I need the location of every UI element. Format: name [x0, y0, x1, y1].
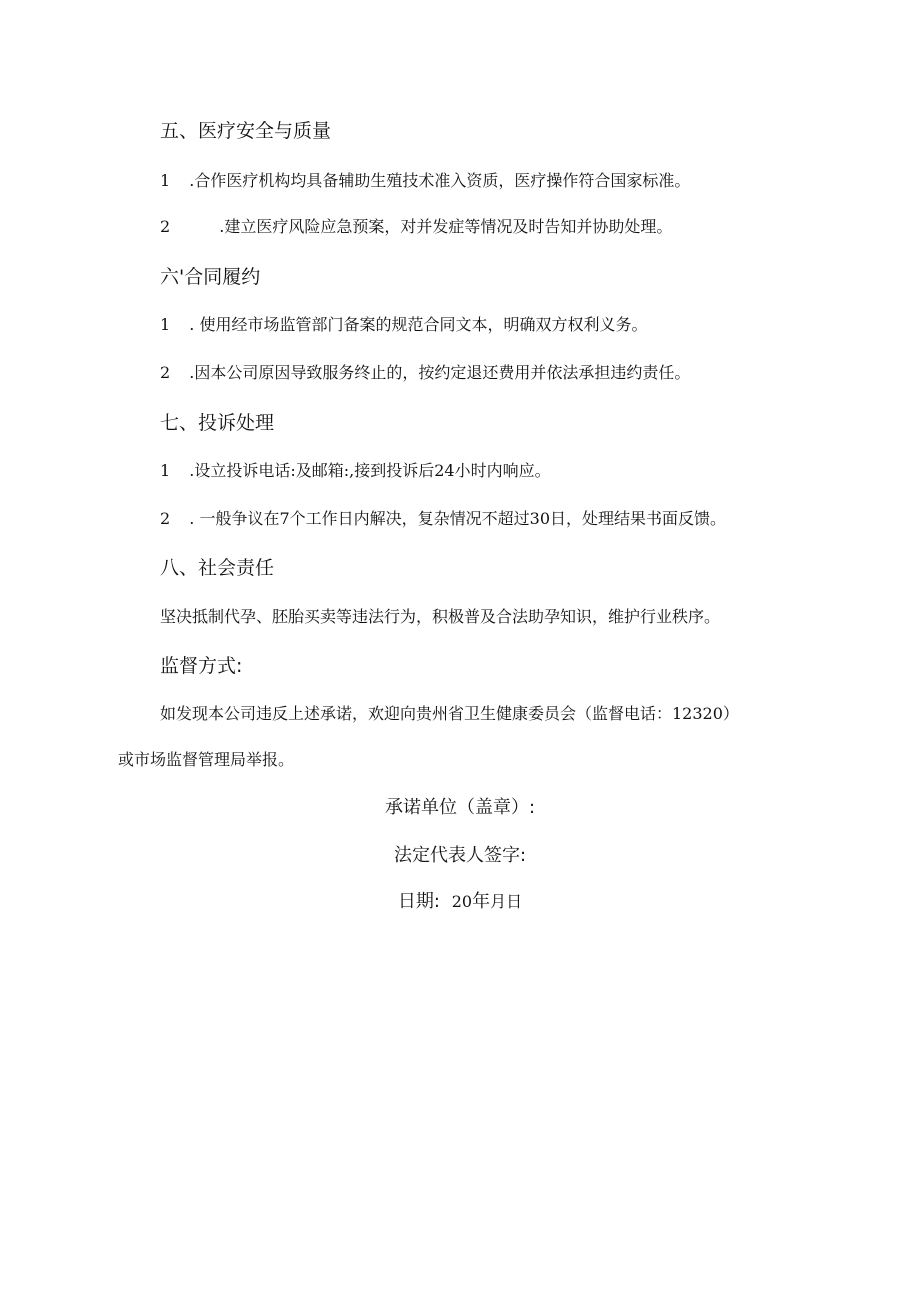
date-label: 日期:: [397, 891, 440, 912]
list-item: [160, 314, 647, 336]
date-year: 20: [451, 892, 473, 911]
section-heading-complaints: 七、投诉处理: [160, 412, 275, 434]
item-text: . 使用经市场监管部门备案的规范合同文本，明确双方权利义务。: [189, 315, 648, 334]
supervision-text-line1: 如发现本公司违反上述承诺，欢迎向贵州省卫生健康委员会（监督电话：12320）: [160, 704, 739, 723]
section-heading-social-responsibility: 八、社会责任: [160, 557, 275, 579]
item-text: .合作医疗机构均具备辅助生殖技术准入资质，医疗操作符合国家标准。: [189, 171, 691, 190]
signature-date: [0, 890, 920, 914]
list-item: [160, 216, 672, 238]
section-heading-medical-safety: 五、医疗安全与质量: [160, 120, 332, 142]
signature-representative: 法定代表人签字:: [393, 845, 527, 866]
paragraph: 坚决抵制代孕、胚胎买卖等违法行为，积极普及合法助孕知识，维护行业秩序。: [160, 607, 721, 626]
item-text: .建立医疗风险应急预案，对并发症等情况及时告知并协助处理。: [219, 217, 673, 236]
signature-unit: 承诺单位（盖章）:: [384, 797, 536, 818]
item-number: 1: [160, 461, 171, 480]
item-number: 2: [160, 217, 171, 236]
list-item: [160, 362, 690, 384]
list-item: [160, 460, 551, 482]
section-heading-contract: 六'合同履约: [160, 266, 261, 288]
item-number: 1: [160, 315, 171, 334]
item-text: .因本公司原因导致服务终止的，按约定退还费用并依法承担违约责任。: [189, 363, 691, 382]
date-month-day: 月日: [490, 892, 523, 911]
item-text: .设立投诉电话:及邮箱:,接到投诉后24小时内响应。: [189, 461, 551, 480]
item-number: 1: [160, 171, 171, 190]
list-item: [160, 508, 726, 530]
supervision-text-line2: 或市场监督管理局举报。: [118, 750, 295, 769]
list-item: [160, 170, 690, 192]
date-year-char: 年: [472, 891, 491, 912]
supervision-heading: 监督方式:: [160, 655, 243, 677]
item-number: 2: [160, 509, 171, 528]
item-number: 2: [160, 363, 171, 382]
item-text: . 一般争议在7个工作日内解决，复杂情况不超过30日，处理结果书面反馈。: [189, 509, 726, 528]
